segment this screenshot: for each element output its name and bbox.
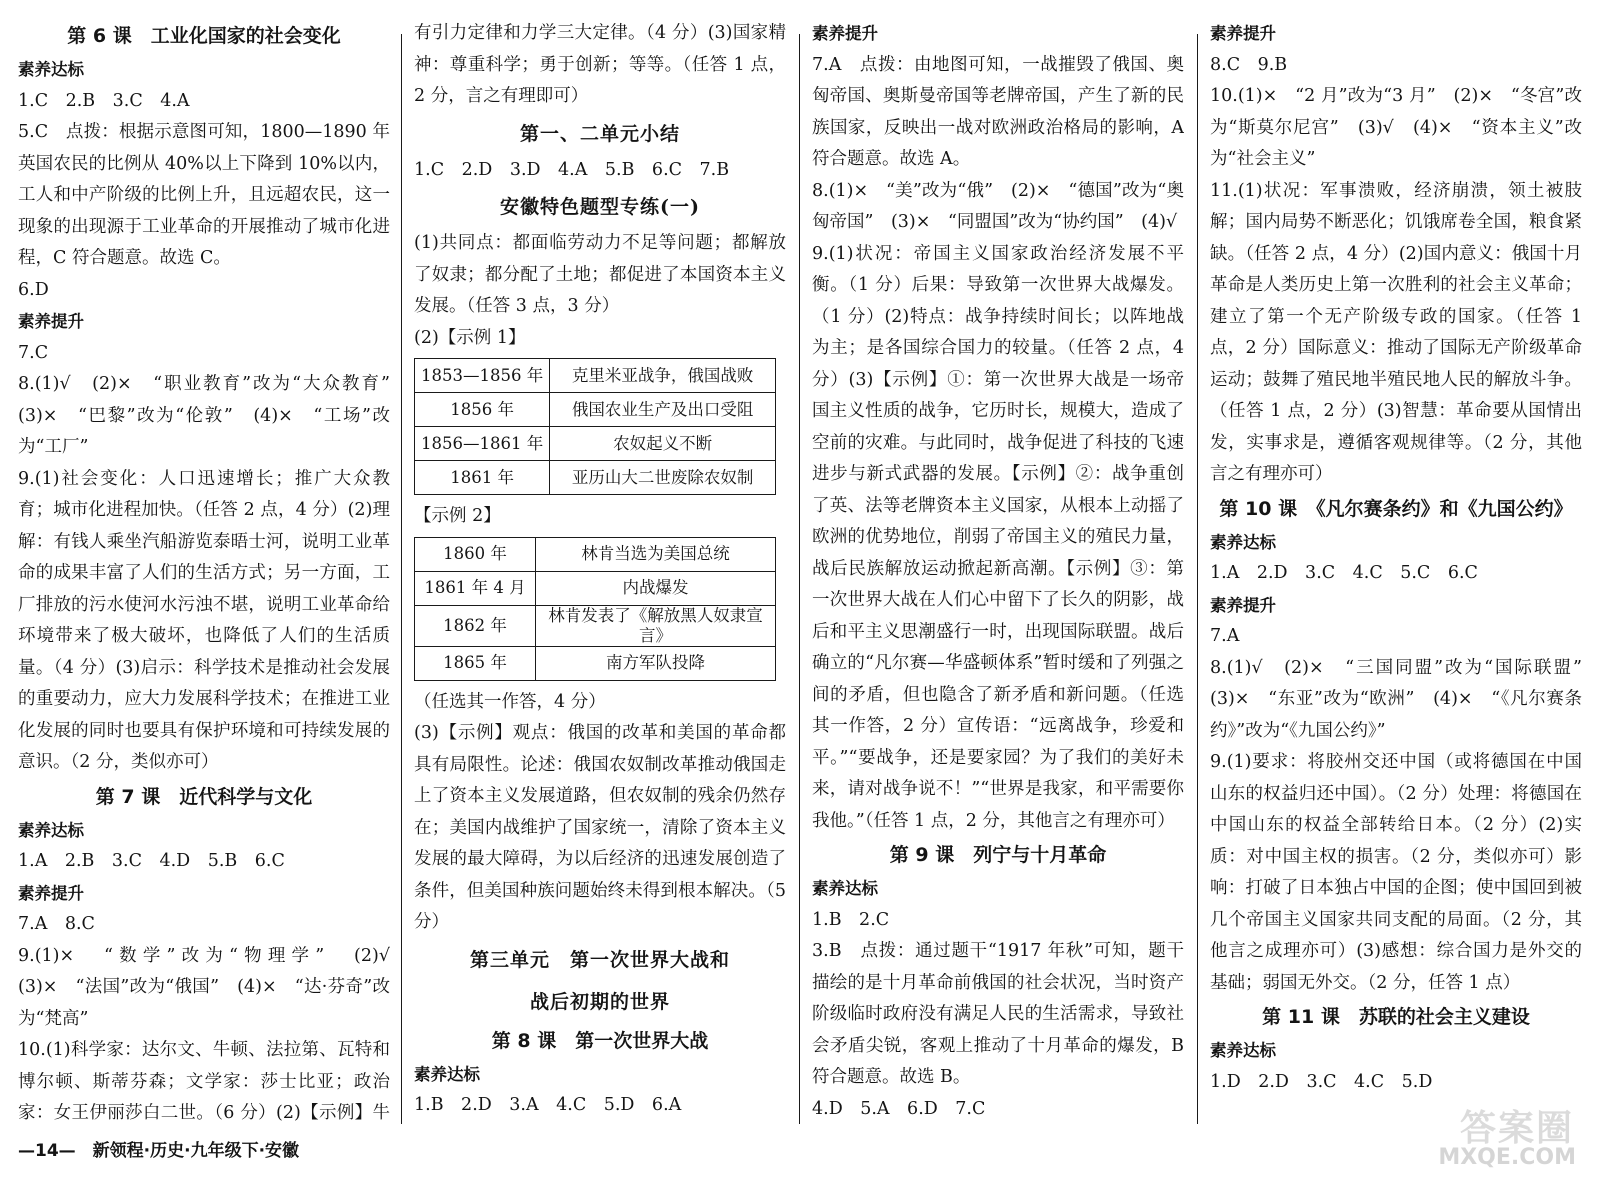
table-cell-event: 克里米亚战争，俄国战败 — [550, 359, 776, 393]
section-heading: 素养达标 — [812, 879, 878, 898]
example-label: (2)【示例 1】 — [414, 327, 526, 348]
table-cell-year: 1860 年 — [415, 537, 536, 571]
answer-line: 7.A 8.C — [18, 914, 95, 934]
answer-item: 3.B 点拨：通过题干“1917 年秋”可知，题干描绘的是十月革命前俄国的社会状况，当时资产阶级临时政府没有满足人民的生活需求，导致社会矛盾尖锐，客观上推动了十月革命的爆发，B 符合题意。故选 B。 — [812, 941, 1184, 1087]
answer-line: 8.C 9.B — [1210, 54, 1288, 75]
answer-line: 1.A 2.B 3.C 4.D 5.B 6.C — [18, 851, 285, 871]
answer-item: 9.(1)状况：帝国主义国家政治经济发展不平衡。（1 分）后果：导致第一次世界大战爆发。（1 分）(2)特点：战争持续时间长；以阵地战为主；是各国综合国力的较量。（任答 2 点，4 分）(3)【示例】①：第一次世界大战是一场帝国主义性质的战争，它历时长，规模大，造成了空前的灾难。与此同时，战争促进了科技的飞速进步与新式武器的发展。【示例】②：战争重创了英、法等老牌资本主义国家，从根本上动摇了欧洲的优势地位，削弱了帝国主义的殖民力量，战后民族解放运动掀起新高潮。【示例】③：第一次世界大战在人们心中留下了长久的阴影，战后和平主义思潮盛行一时，出现国际联盟。战后确立的“凡尔赛—华盛顿体系”暂时缓和了列强之间的矛盾，但也隐含了新矛盾和新问题。（任选其一作答，2 分）宣传语：“远离战争，珍爱和平。”“要战争，还是要家园？为了我们的美好未来，请对战争说不！”“世界是我家，和平需要你我他。”（任答 1 点，2 分，其他言之有理亦可） — [812, 243, 1184, 831]
section-heading: 素养提升 — [1210, 595, 1276, 615]
answer-item: 8.(1)√ (2)× “职业教育”改为“大众教育” (3)× “巴黎”改为“伦敦” (4)× “工场”改为“工厂” — [18, 374, 390, 457]
answer-line: 4.D 5.A 6.D 7.C — [812, 1098, 986, 1119]
unit-3-title-line-2: 战后初期的世界 — [529, 990, 670, 1013]
answer-note: （任选其一作答，4 分） — [414, 691, 606, 712]
watermark-logo: 答案圈 — [1459, 1108, 1574, 1149]
table-cell-year: 1862 年 — [415, 605, 536, 646]
watermark — [1406, 1100, 1586, 1170]
answer-item: 有引力定律和力学三大定律。（4 分）(3)国家精神：尊重科学；勇于创新；等等。（任答 1 点，2 分，言之有理即可） — [414, 23, 786, 106]
table-row — [415, 537, 776, 571]
answer-item: 10.(1)× “2 月”改为“3 月” (2)× “冬宫”改为“斯莫尔尼宫” (3)√ (4)× “资本主义”改为“社会主义” — [1210, 86, 1582, 169]
lesson-8-title: 第 8 课 第一次世界大战 — [491, 1029, 709, 1052]
column-1 — [18, 18, 390, 1128]
section-heading: 素养提升 — [18, 883, 84, 903]
answer-item: 8.(1)× “美”改为“俄” (2)× “德国”改为“奥匈帝国” (3)× “同盟国”改为“协约国” (4)√ — [812, 180, 1184, 232]
table-cell-event: 内战爆发 — [536, 571, 776, 605]
table-cell-year: 1861 年 4 月 — [415, 571, 536, 605]
answer-item: 9.(1)社会变化：人口迅速增长；推广大众教育；城市化进程加快。（任答 2 点，4 分）(2)理解：有钱人乘坐汽船游览泰晤士河，说明工业革命的成果丰富了人们的生活方式；另一方面，工厂排放的污水使河水污浊不堪，说明工业革命给环境带来了极大破坏，也降低了人们的生活质量。（4 分）(3)启示：科学技术是推动社会发展的重要动力，应大力发展科学技术；在推进工业化发展的同时也要具有保护环境和可持续发展的意识。（2 分，类似亦可） — [18, 468, 390, 772]
table-row — [415, 427, 776, 461]
table-cell-year: 1853—1856 年 — [415, 359, 550, 393]
section-heading: 素养提升 — [812, 24, 878, 43]
table-row — [415, 359, 776, 393]
column-divider — [799, 34, 800, 1124]
table-cell-event: 农奴起义不断 — [550, 427, 776, 461]
section-heading: 素养达标 — [1210, 532, 1276, 552]
column-3 — [812, 18, 1184, 1128]
timeline-table-2 — [414, 537, 776, 681]
answer-line: 1.C 2.D 3.D 4.A 5.B 6.C 7.B — [414, 159, 730, 180]
table-row — [415, 461, 776, 495]
answer-item: 7.A 点拨：由地图可知，一战摧毁了俄国、奥匈帝国、奥斯曼帝国等老牌帝国，产生了新的民族国家，反映出一战对欧洲政治格局的影响，A 符合题意。故选 A。 — [812, 54, 1184, 169]
lesson-6-title: 第 6 课 工业化国家的社会变化 — [67, 25, 341, 47]
answer-line: 1.B 2.D 3.A 4.C 5.D 6.A — [414, 1095, 682, 1115]
section-heading: 素养达标 — [18, 60, 84, 79]
answer-line: 6.D — [18, 279, 49, 300]
table-cell-event: 林肯当选为美国总统 — [536, 537, 776, 571]
column-divider — [1197, 34, 1198, 1124]
table-cell-year: 1861 年 — [415, 461, 550, 495]
table-cell-event: 南方军队投降 — [536, 646, 776, 680]
answer-item: (3)【示例】观点：俄国的改革和美国的革命都具有局限性。论述：俄国农奴制改革推动俄国走上了资本主义发展道路，但农奴制的残余仍然存在；美国内战维护了国家统一，清除了资本主义发展的最大障碍，为以后经济的迅速发展创造了条件，但美国种族问题始终未得到根本解决。（5 分） — [414, 723, 786, 932]
answer-line: 7.C — [18, 342, 49, 363]
section-heading: 素养达标 — [414, 1064, 480, 1084]
column-4 — [1210, 18, 1582, 1128]
answer-item: 8.(1)√ (2)× “三国同盟”改为“国际联盟” (3)× “东亚”改为“欧洲” (4)× “《凡尔赛条约》”改为“《九国公约》” — [1210, 657, 1582, 741]
table-row — [415, 605, 776, 646]
answer-line: 1.B 2.C — [812, 909, 890, 930]
table-row — [415, 646, 776, 680]
column-2 — [414, 18, 786, 1128]
answer-line: 1.D 2.D 3.C 4.C 5.D — [1210, 1071, 1433, 1092]
table-row — [415, 393, 776, 427]
lesson-9-title: 第 9 课 列宁与十月革命 — [889, 844, 1107, 866]
answer-item: (1)共同点：都面临劳动力不足等问题；都解放了奴隶；都分配了土地；都促进了本国资本主义发展。（任答 3 点，3 分） — [414, 233, 786, 316]
timeline-table-1 — [414, 358, 776, 495]
answer-line: 7.A — [1210, 626, 1240, 646]
table-cell-year: 1865 年 — [415, 646, 536, 680]
lesson-7-title: 第 7 课 近代科学与文化 — [95, 785, 313, 808]
example-label: 【示例 2】 — [414, 506, 501, 526]
answer-line: 1.C 2.B 3.C 4.A — [18, 90, 190, 111]
answer-item: 9.(1)× “数学”改为“物理学” (2)√ (3)× “法国”改为“俄国” (4)× “达·芬奇”改为“梵高” — [18, 945, 390, 1029]
section-heading: 素养达标 — [1210, 1041, 1276, 1060]
watermark-url: MXQE.COM — [1438, 1145, 1576, 1170]
summary-title: 第一、二单元小结 — [519, 122, 680, 145]
section-heading: 素养提升 — [1210, 24, 1276, 43]
answer-item: 9.(1)要求：将胶州交还中国（或将德国在中国山东的权益归还中国）。（2 分）处理：将德国在中国山东的权益全部转给日本。（2 分）(2)实质：对中国主权的损害。（2 分，类似亦可）影响：打破了日本独占中国的企图；使中国回到被几个帝国主义国家共同支配的局面。（2 分，其他言之成理亦可）(3)感想：综合国力是外交的基础；弱国无外交。（2 分，任答 1 点） — [1210, 752, 1582, 993]
lesson-11-title: 第 11 课 苏联的社会主义建设 — [1262, 1006, 1530, 1028]
lesson-10-title: 第 10 课 《凡尔赛条约》和《九国公约》 — [1219, 497, 1573, 520]
section-heading: 素养达标 — [18, 820, 84, 840]
table-cell-event: 俄国农业生产及出口受阻 — [550, 393, 776, 427]
unit-3-title-line-1: 第三单元 第一次世界大战和 — [469, 948, 730, 971]
special-practice-title: 安徽特色题型专练(一) — [500, 196, 700, 218]
table-cell-year: 1856—1861 年 — [415, 427, 550, 461]
section-heading: 素养提升 — [18, 312, 84, 331]
answer-item: 5.C 点拨：根据示意图可知，1800—1890 年英国农民的比例从 40%以上下降到 10%以内，工人和中产阶级的比例上升，且远超农民，这一现象的出现源于工业革命的开展推动了城市化进程，C 符合题意。故选 C。 — [18, 122, 390, 268]
table-row — [415, 571, 776, 605]
answer-line: 1.A 2.D 3.C 4.C 5.C 6.C — [1210, 563, 1478, 583]
answer-item: 10.(1)科学家：达尔文、牛顿、法拉第、瓦特和博尔顿、斯蒂芬森；文学家：莎士比亚；政治家：女王伊丽莎白二世。（6 分）(2)【示例】牛 — [18, 1040, 390, 1123]
table-cell-year: 1856 年 — [415, 393, 550, 427]
table-cell-event: 林肯发表了《解放黑人奴隶宣言》 — [536, 605, 776, 646]
table-cell-event: 亚历山大二世废除农奴制 — [550, 461, 776, 495]
answer-item: 11.(1)状况：军事溃败，经济崩溃，领土被肢解；国内局势不断恶化；饥饿席卷全国，粮食紧缺。（任答 2 点，4 分）(2)国内意义：俄国十月革命是人类历史上第一次胜利的社会主义革命；建立了第一个无产阶级专政的国家。（任答 1 点，2 分）国际意义：推动了国际无产阶级革命运动；鼓舞了殖民地半殖民地人民的解放斗争。（任答 1 点，2 分）(3)智慧：革命要从国情出发，实事求是，遵循客观规律等。（2 分，其他言之有理亦可） — [1210, 180, 1582, 484]
page-footer: —14— 新领程·历史·九年级下·安徽 — [18, 1141, 300, 1161]
column-divider — [401, 34, 402, 1124]
